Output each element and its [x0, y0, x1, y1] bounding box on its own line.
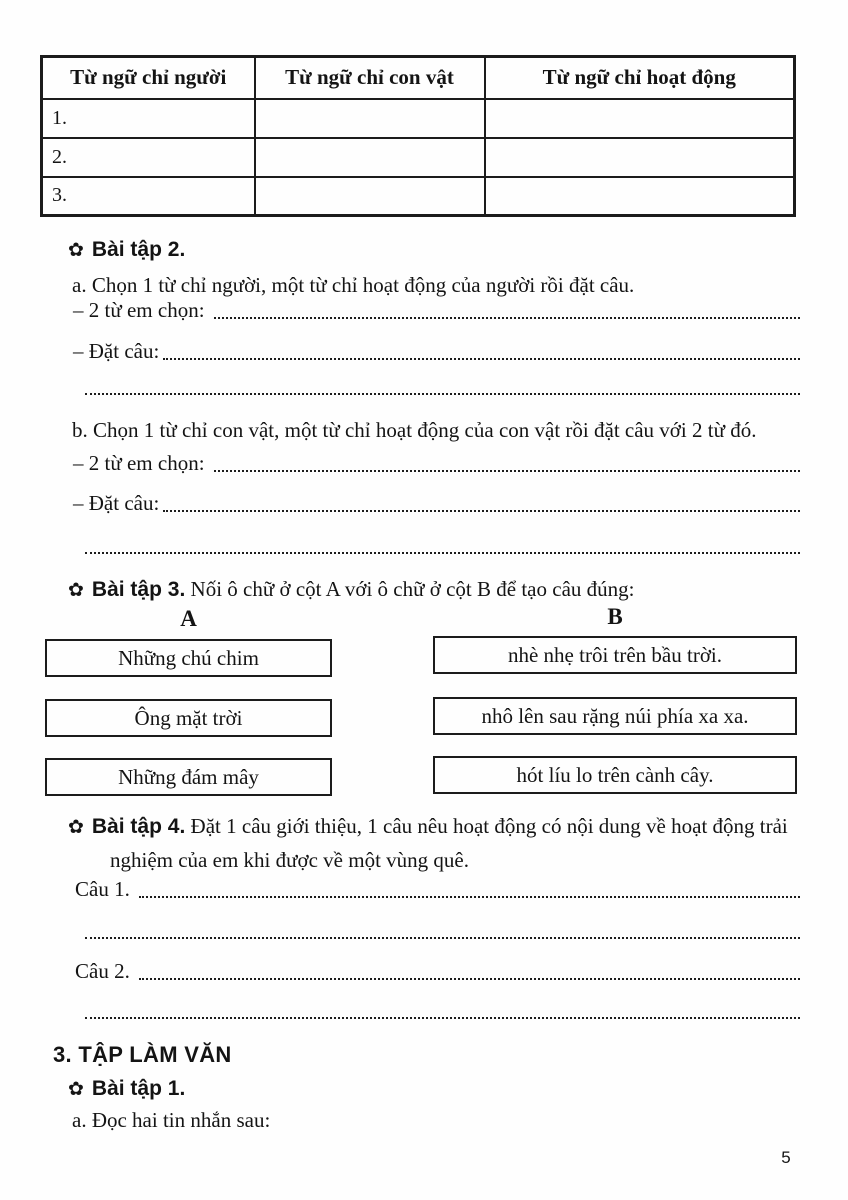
vocab-table — [40, 55, 796, 217]
table-header-people: Từ ngữ chỉ người — [42, 57, 255, 99]
table-row — [42, 138, 795, 177]
column-a-header: A — [180, 606, 197, 631]
empty-cell — [255, 177, 485, 216]
empty-cell — [485, 177, 795, 216]
dotted-writing-line — [85, 1017, 800, 1019]
exercise3-title-label: Bài tập 3. — [91, 578, 186, 601]
sentence2-label: Câu 2. — [75, 959, 136, 983]
exercise2a-words-label: – 2 từ em chọn: — [73, 298, 210, 322]
dotted-writing-line — [85, 552, 800, 554]
exercise2-title-label: Bài tập 2. — [91, 238, 186, 261]
table-header-animals: Từ ngữ chỉ con vật — [255, 57, 485, 99]
exercise4-sentence2-line — [75, 958, 800, 985]
exercise2a-instruction: a. Chọn 1 từ chỉ người, một từ chỉ hoạt động của người rồi đặt câu. — [72, 273, 635, 297]
match-box-b1: nhè nhẹ trôi trên bầu trời. — [433, 636, 797, 674]
exercise1a-instruction: a. Đọc hai tin nhắn sau: — [72, 1108, 271, 1132]
sentence1-label: Câu 1. — [75, 877, 136, 901]
exercise2-title — [68, 238, 185, 262]
exercise1-title-label: Bài tập 1. — [91, 1077, 186, 1100]
empty-cell — [485, 138, 795, 177]
match-box-a3: Những đám mây — [45, 758, 332, 796]
match-box-a1: Những chú chim — [45, 639, 332, 677]
dotted-writing-line — [85, 937, 800, 939]
dotted-leader — [139, 896, 800, 898]
florette-icon: ✿ — [68, 239, 84, 261]
exercise2a-sentence-label: – Đặt câu: — [73, 339, 160, 363]
page-number: 5 — [781, 1148, 791, 1167]
florette-icon: ✿ — [68, 816, 84, 838]
row-number: 2. — [42, 138, 255, 177]
dotted-leader — [139, 978, 800, 980]
column-b-header: B — [607, 604, 623, 629]
match-box-a2: Ông mặt trời — [45, 699, 332, 737]
dotted-writing-line — [85, 393, 800, 395]
exercise4-heading — [68, 810, 802, 877]
exercise3-instruction: Nối ô chữ ở cột A với ô chữ ở cột B để tạo câu đúng: — [190, 577, 635, 601]
empty-cell — [255, 138, 485, 177]
table-row — [42, 99, 795, 138]
dotted-leader — [214, 470, 800, 472]
dotted-leader — [163, 510, 800, 512]
exercise2b-sentence-line — [73, 490, 800, 517]
table-header-actions: Từ ngữ chỉ hoạt động — [485, 57, 795, 99]
exercise2a-words-line — [73, 297, 800, 324]
exercise2a-sentence-line — [73, 338, 800, 365]
florette-icon: ✿ — [68, 1078, 84, 1100]
table-header-row — [42, 57, 795, 99]
section3-title: 3. TẬP LÀM VĂN — [53, 1042, 232, 1067]
match-box-b3: hót líu lo trên cành cây. — [433, 756, 797, 794]
empty-cell — [255, 99, 485, 138]
match-box-b2: nhô lên sau rặng núi phía xa xa. — [433, 697, 797, 735]
exercise4-sentence1-line — [75, 876, 800, 903]
exercise4-title-label: Bài tập 4. — [91, 815, 186, 838]
table-row — [42, 177, 795, 216]
dotted-leader — [163, 358, 800, 360]
exercise2b-sentence-label: – Đặt câu: — [73, 491, 160, 515]
exercise3-heading — [68, 573, 798, 607]
exercise2b-words-line — [73, 450, 800, 477]
exercise2b-words-label: – 2 từ em chọn: — [73, 451, 210, 475]
dotted-leader — [214, 317, 800, 319]
exercise2b-instruction: b. Chọn 1 từ chỉ con vật, một từ chỉ hoạt động của con vật rồi đặt câu với 2 từ đó. — [72, 418, 757, 442]
florette-icon: ✿ — [68, 579, 84, 601]
row-number: 1. — [42, 99, 255, 138]
exercise4-instruction: Đặt 1 câu giới thiệu, 1 câu nêu hoạt động có nội dung về hoạt động trải nghiệm của em khi được về một vùng quê. — [110, 814, 788, 872]
row-number: 3. — [42, 177, 255, 216]
empty-cell — [485, 99, 795, 138]
section3-exercise1-title — [68, 1077, 185, 1101]
